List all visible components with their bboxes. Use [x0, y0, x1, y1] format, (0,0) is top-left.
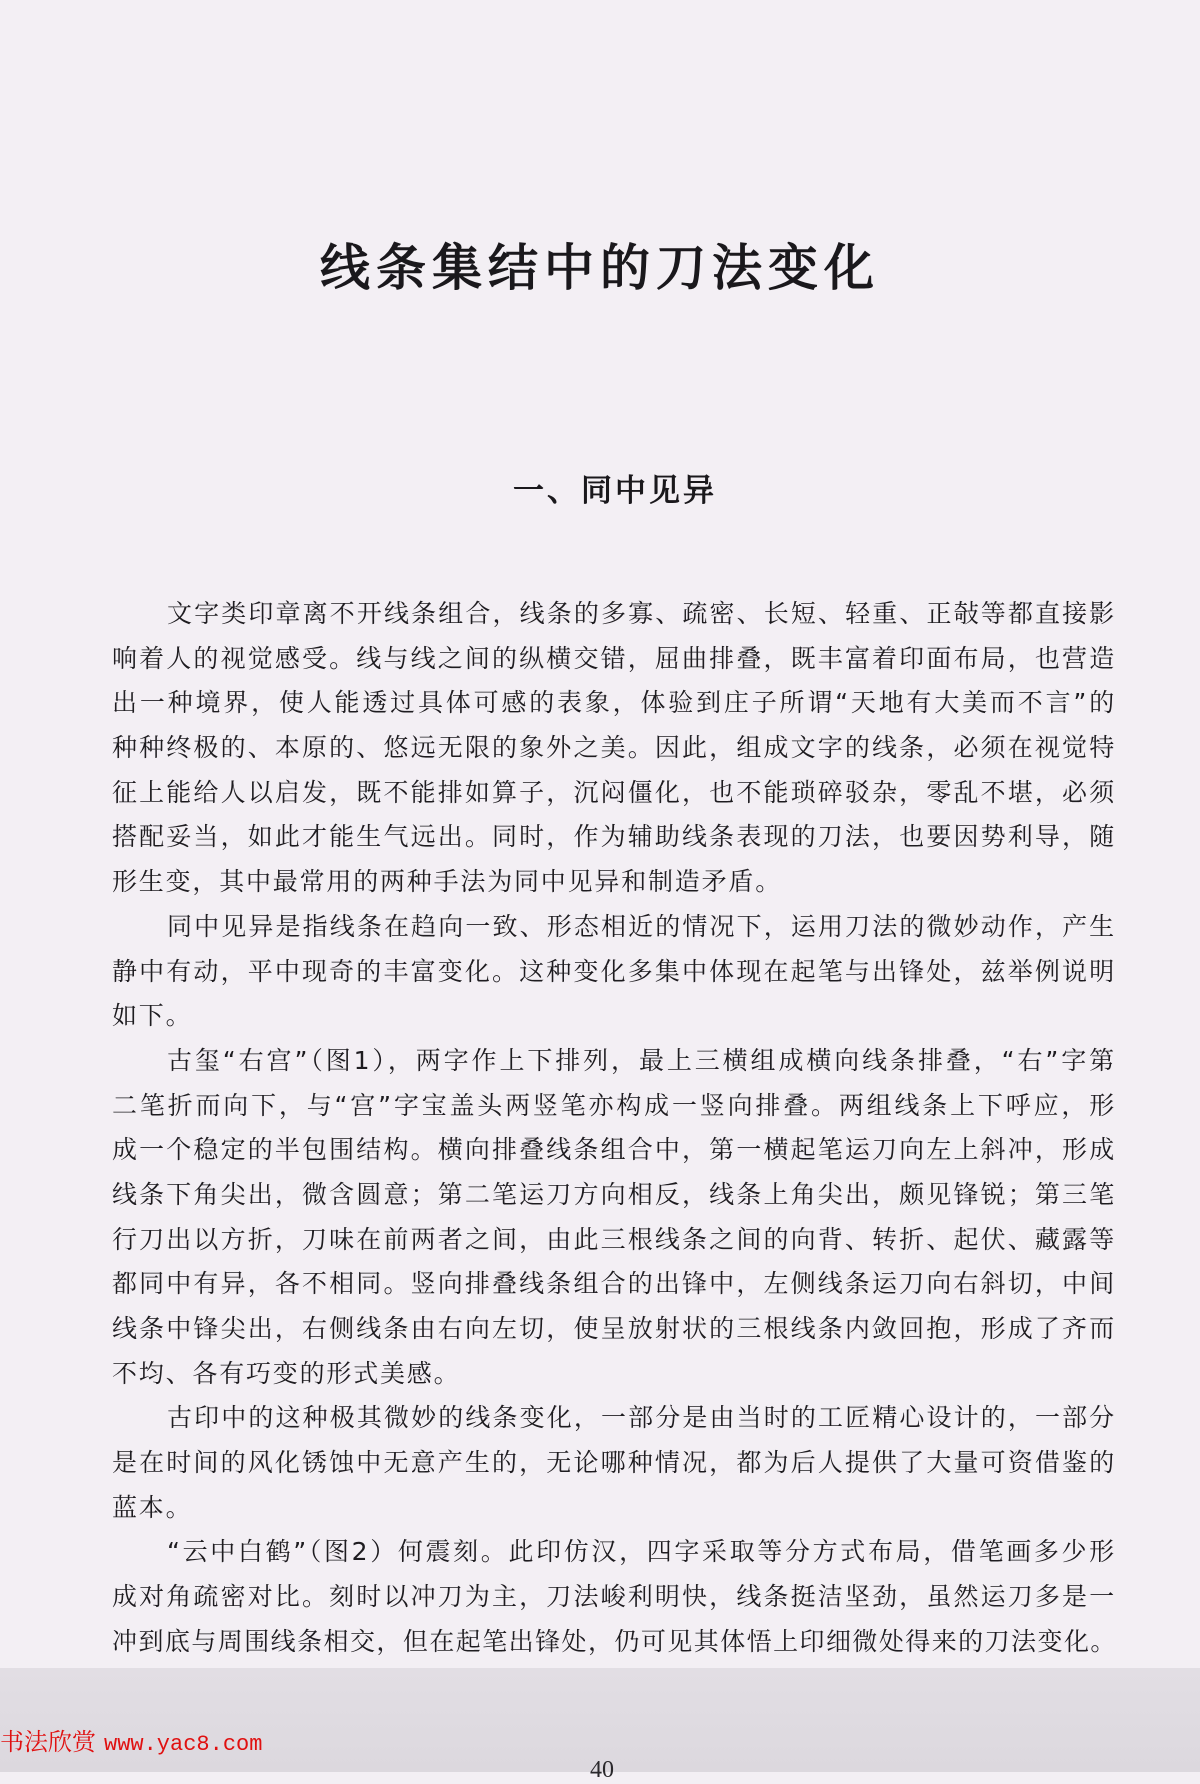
text-line: 搭配妥当，如此才能生气远出。同时，作为辅助线条表现的刀法，也要因势利导，随	[112, 822, 1116, 852]
paragraph-1	[112, 592, 1116, 905]
paragraph-4	[112, 1396, 1116, 1530]
text-line: 同中见异是指线条在趋向一致、形态相近的情况下，运用刀法的微妙动作，产生	[167, 911, 1116, 941]
text-line: 不均、各有巧变的形式美感。	[112, 1358, 461, 1388]
text-line: 如下。	[112, 1001, 193, 1031]
paragraph-5	[112, 1530, 1116, 1664]
text-line: 都同中有异，各不相同。竖向排叠线条组合的出锋中，左侧线条运刀向右斜切，中间	[112, 1269, 1116, 1299]
text-line: “云中白鹤”（图2）何震刻。此印仿汉，四字采取等分方式布局，借笔画多少形	[167, 1537, 1116, 1567]
chapter-title: 线条集结中的刀法变化	[320, 238, 880, 297]
text-line: 响着人的视觉感受。线与线之间的纵横交错，屈曲排叠，既丰富着印面布局，也营造	[112, 643, 1116, 673]
text-line: 线条中锋尖出，右侧线条由右向左切，使呈放射状的三根线条内敛回抱，形成了齐而	[112, 1314, 1116, 1343]
watermark-site-name: 书法欣赏	[0, 1728, 96, 1756]
text-line: 征上能给人以启发，既不能排如算子，沉闷僵化，也不能琐碎驳杂，零乱不堪，必须	[112, 777, 1116, 807]
text-line: 成对角疏密对比。刻时以冲刀为主，刀法峻利明快，线条挺洁坚劲，虽然运刀多是一	[112, 1582, 1116, 1612]
watermark-url: www.yac8.com	[104, 1732, 263, 1757]
body-text	[112, 592, 1116, 1665]
section-heading: 一、同中见异	[513, 473, 717, 509]
text-line: 静中有动，平中现奇的丰富变化。这种变化多集中体现在起笔与出锋处，兹举例说明	[112, 956, 1116, 986]
text-line: 古玺“右宫”（图1），两字作上下排列，最上三横组成横向线条排叠，“右”字第	[167, 1045, 1116, 1075]
watermark	[0, 1722, 262, 1757]
text-line: 种种终极的、本原的、悠远无限的象外之美。因此，组成文字的线条，必须在视觉特	[112, 733, 1116, 763]
text-line: 形生变，其中最常用的两种手法为同中见异和制造矛盾。	[112, 867, 783, 897]
text-line: 冲到底与周围线条相交，但在起笔出锋处，仍可见其体悟上印细微处得来的刀法变化。	[112, 1626, 1116, 1656]
text-line: 成一个稳定的半包围结构。横向排叠线条组合中，第一横起笔运刀向左上斜冲，形成	[112, 1135, 1116, 1165]
text-line: 二笔折而向下，与“宫”字宝盖头两竖笔亦构成一竖向排叠。两组线条上下呼应，形	[112, 1090, 1116, 1120]
text-line: 古印中的这种极其微妙的线条变化，一部分是由当时的工匠精心设计的，一部分	[167, 1403, 1116, 1433]
page-number: 40	[590, 1757, 614, 1783]
text-line: 出一种境界，使人能透过具体可感的表象，体验到庄子所谓“天地有大美而不言”的	[112, 688, 1116, 718]
paragraph-2	[112, 905, 1116, 1039]
text-line: 行刀出以方折，刀味在前两者之间，由此三根线条之间的向背、转折、起伏、藏露等	[112, 1224, 1116, 1254]
text-line: 线条下角尖出，微含圆意；第二笔运刀方向相反，线条上角尖出，颇见锋锐；第三笔	[112, 1179, 1116, 1209]
paragraph-3	[112, 1039, 1116, 1397]
text-line: 蓝本。	[112, 1492, 193, 1522]
text-line: 文字类印章离不开线条组合，线条的多寡、疏密、长短、轻重、正敧等都直接影	[167, 599, 1116, 628]
text-line: 是在时间的风化锈蚀中无意产生的，无论哪种情况，都为后人提供了大量可资借鉴的	[112, 1448, 1116, 1478]
